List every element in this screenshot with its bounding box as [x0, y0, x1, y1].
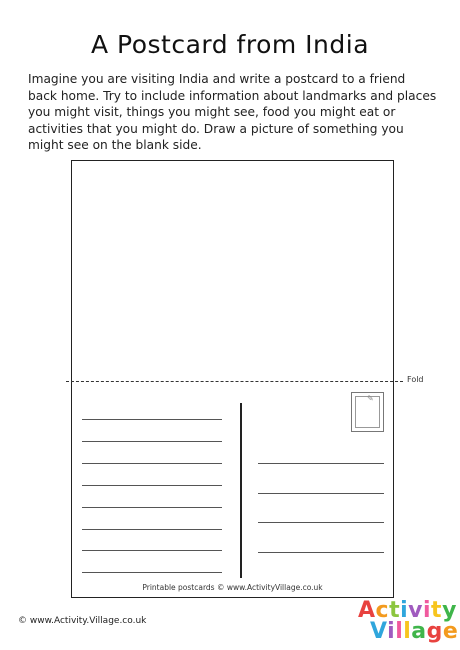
- message-writing-line: [82, 507, 222, 508]
- instructions-text: Imagine you are visiting India and write a postcard to a friend back home. Try to include information about landmarks and places you might visit, things you might see, food you might eat or activities that you might do. Draw a picture of something you might see on the blank side.: [28, 72, 437, 152]
- address-writing-line: [258, 493, 384, 494]
- footer-copyright: © www.Activity.Village.co.uk: [18, 616, 147, 626]
- fold-label: Fold: [407, 375, 424, 384]
- activity-village-logo: [358, 598, 459, 646]
- message-writing-line: [82, 529, 222, 530]
- logo-line-1: Activity: [358, 598, 457, 623]
- stamp-box: [351, 392, 384, 432]
- page-title: A Postcard from India: [90, 30, 370, 59]
- message-writing-line: [82, 572, 222, 573]
- message-writing-line: [82, 463, 222, 464]
- address-writing-line: [258, 552, 384, 553]
- postcard-outline: [71, 160, 394, 598]
- message-writing-line: [82, 550, 222, 551]
- logo-line-2: Village: [370, 619, 459, 644]
- fold-line: [66, 381, 403, 382]
- address-writing-line: [258, 522, 384, 523]
- postcard-credit: Printable postcards © www.ActivityVillage.co.uk: [142, 583, 323, 592]
- message-writing-line: [82, 419, 222, 420]
- address-writing-line: [258, 463, 384, 464]
- message-writing-line: [82, 441, 222, 442]
- message-writing-line: [82, 485, 222, 486]
- postcard-divider: [240, 403, 242, 578]
- stamp-icon: ✎: [367, 394, 374, 403]
